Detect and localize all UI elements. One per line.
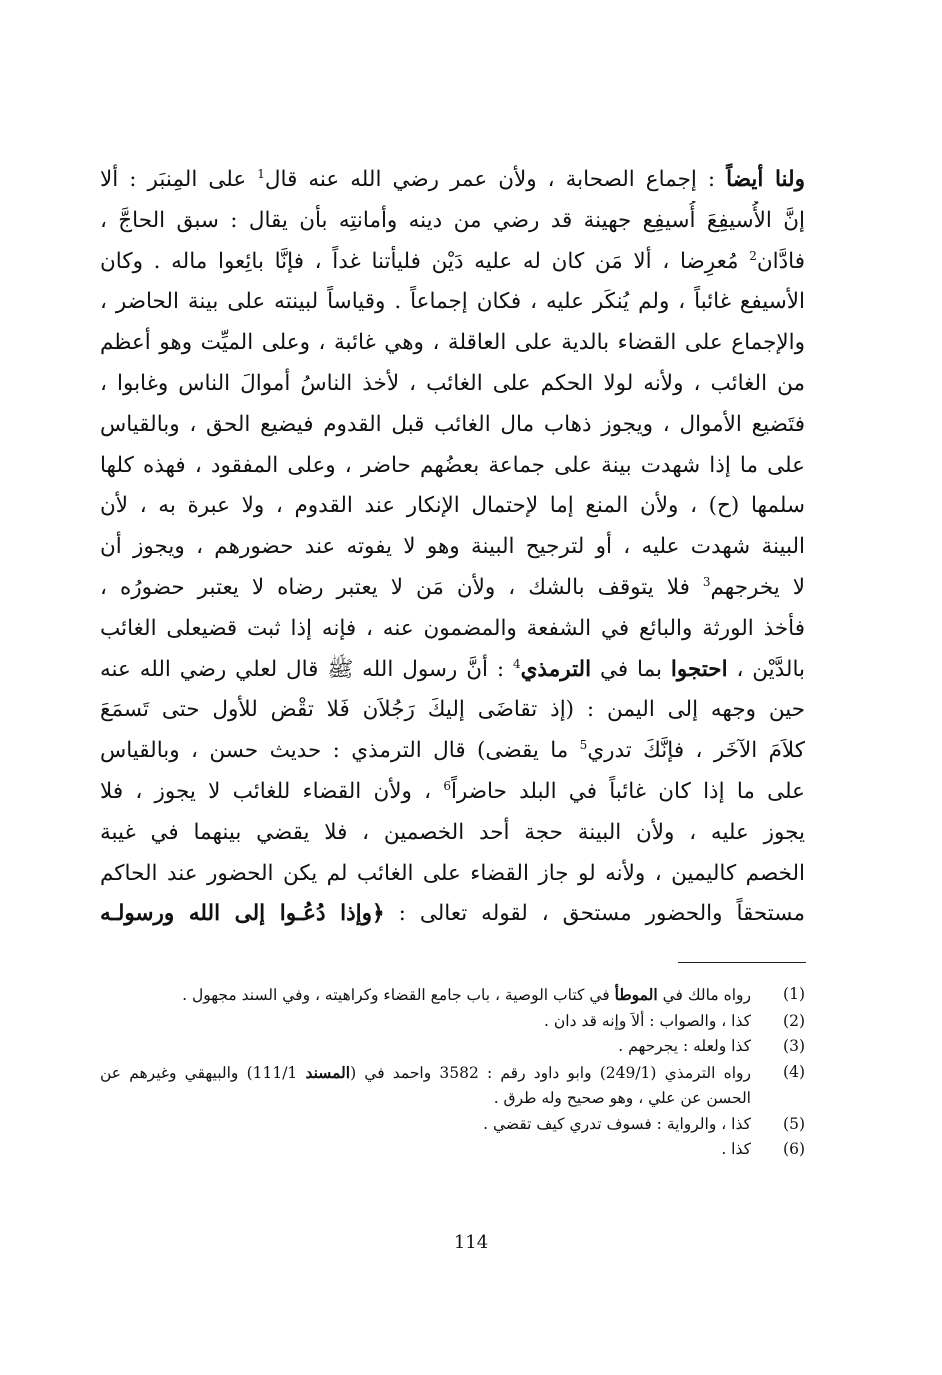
text-segment: يجوز عليه ، ولأن البينة حجة أحد الخصمين ، فلا يقضي بينهما في غيبة — [100, 819, 805, 845]
bold-text: المسند — [305, 1062, 351, 1082]
text-segment: ما يقضى) قال الترمذي : حديث حسن ، وبالقياس — [100, 738, 580, 764]
text-segment: حين وجهه إلى اليمن : (إذ تقاضَى إليكَ رَجُلاَن فَلا تقْض للأول حتى تَسمَعَ — [100, 697, 805, 723]
footnote — [100, 982, 805, 1009]
bold-text: احتجوا — [670, 656, 728, 682]
footnote-number: (4) — [783, 1062, 805, 1081]
text-segment: والإجماع على القضاء بالدية على العاقلة ، وهي غائبة ، وعلى الميِّت وهو أعظم — [100, 330, 805, 356]
footnote-text — [100, 1034, 751, 1060]
text-line — [100, 731, 805, 772]
text-line — [100, 609, 805, 650]
text-line — [100, 201, 805, 242]
footnote — [100, 1034, 805, 1060]
footnote — [100, 1137, 805, 1163]
bold-text: ﴿وإذا دُعُـوا إلى الله ورسولـه — [100, 901, 385, 927]
text-line — [100, 486, 805, 527]
text-line — [100, 527, 805, 568]
footnote-number: (1) — [783, 985, 805, 1003]
text-line — [100, 772, 805, 813]
text-segment: كذا ، والصواب : ألاَ وإنه قد دان . — [544, 1011, 751, 1030]
footnote-marker: 2 — [749, 248, 757, 263]
text-segment: بما في — [591, 656, 671, 682]
footnote — [100, 1112, 805, 1138]
footnote-text — [100, 1137, 751, 1163]
footnote-text — [100, 1112, 751, 1138]
text-line — [100, 894, 805, 935]
text-line — [100, 446, 805, 487]
text-segment: فتَضيع الأموال ، ويجوز ذهاب مال الغائب قبل القدوم فيضيع الحق ، وبالقياس — [100, 411, 805, 437]
footnote — [100, 1009, 805, 1035]
footnote-number: (5) — [783, 1114, 805, 1133]
footnote-text — [100, 1060, 751, 1112]
text-line — [100, 282, 805, 323]
text-segment: كذا ولعله : يجرحهم . — [618, 1037, 751, 1055]
footnote-number: (6) — [783, 1140, 805, 1158]
text-segment: الأسيفع غائباً ، ولم يُنكَر عليه ، فكان إجماعاً . وقياساً لبينته على بينة الحاضر ، — [100, 289, 805, 315]
footnote — [100, 1060, 805, 1112]
text-segment: في كتاب الوصية ، باب جامع القضاء وكراهيته ، وفي السند مجهول . — [182, 986, 615, 1004]
text-segment: سلمها (ح) ، ولأن المنع إما لإحتمال الإنكار عند القدوم ، ولا عبرة به ، لأن — [100, 493, 805, 519]
text-segment: رواه الترمذي (249/1) وابو داود رقم : 3582 واحمد في ( — [350, 1063, 751, 1082]
footnote-marker: 1 — [257, 166, 265, 181]
bold-text: ولنا أيضاً — [726, 167, 805, 192]
footnote-text — [100, 982, 751, 1009]
text-segment: ، ولأن القضاء للغائب لا يجوز ، فلا — [100, 778, 444, 804]
text-segment: على المِنبَر : ألا — [100, 167, 258, 192]
text-segment: كذا . — [721, 1140, 751, 1158]
text-line — [100, 854, 805, 895]
text-segment: فادَّان — [756, 248, 805, 274]
text-segment: من الغائب ، ولأنه لولا الحكم على الغائب ، لأخذ الناسُ أموالَ الناس وغابوا ، — [100, 370, 805, 396]
text-line — [100, 405, 805, 446]
text-segment: فلا يتوقف بالشك ، ولأن مَن لا يعتبر رضاه لا يعتبر حضورُه ، — [100, 574, 703, 600]
text-segment: على ما إذا كان غائباً في البلد حاضراً — [450, 778, 805, 804]
footnote-marker: 4 — [512, 656, 521, 671]
text-segment: الخصم كاليمين ، ولأنه لو جاز القضاء على الغائب لم يكن الحضور عند الحاكم — [100, 860, 805, 886]
text-segment: مستحقاً والحضور مستحق ، لقوله تعالى : — [384, 901, 805, 927]
text-line — [100, 160, 805, 201]
footnote-text — [100, 1009, 751, 1035]
text-segment: فأخذ الورثة والبائع في الشفعة والمضمون عنه ، فإنه إذا ثبت قضيعلى الغائب — [100, 615, 805, 641]
text-segment: مُعرِضا ، ألا مَن كان له عليه دَيْن فليأتنا غداً ، فإنَّا بائِعوا ماله . وكان — [100, 248, 750, 274]
text-line — [100, 323, 805, 364]
text-segment: كلاَمَ الآخَر ، فإنَّكَ تدري — [587, 738, 805, 764]
text-segment: رواه مالك في — [657, 986, 751, 1004]
text-line — [100, 650, 805, 691]
main-text-block — [100, 160, 805, 935]
text-segment: : إجماع الصحابة ، ولأن عمر رضي الله عنه قال — [264, 167, 727, 192]
text-segment: على ما إذا شهدت بينة على جماعة بعضُهم حاضر ، وعلى المفقود ، فهذه كلها — [100, 452, 805, 478]
footnote-number: (2) — [783, 1011, 805, 1030]
text-segment: البينة شهدت عليه ، أو لترجيح البينة وهو لا يفوته عند حضورهم ، ويجوز أن — [100, 534, 805, 560]
text-line — [100, 690, 805, 731]
text-segment: كذا ، والرواية : فسوف تدري كيف تقضي . — [483, 1114, 751, 1133]
text-segment: بالدَّيْن ، — [727, 656, 805, 682]
bold-text: الموطأ — [614, 985, 658, 1004]
page-number: 114 — [453, 1232, 489, 1253]
bold-text: الترمذي — [520, 656, 592, 682]
footnote-marker: 6 — [443, 778, 451, 793]
text-segment: : أنَّ رسول الله ﷺ قال لعلي رضي الله عنه — [100, 656, 513, 682]
footnote-number: (3) — [783, 1037, 805, 1055]
text-segment: إنَّ الأُسيفِعَ أُسيفِع جهينة قد رضي من دينه وأمانتِه بأن يقال : سبق الحاجَّ ، — [100, 207, 805, 233]
footnotes-block — [100, 982, 805, 1163]
text-line — [100, 813, 805, 854]
footnote-separator — [678, 962, 806, 963]
text-line — [100, 568, 805, 609]
text-line — [100, 242, 805, 283]
footnote-marker: 5 — [579, 738, 588, 752]
text-segment: لا يخرجهم — [710, 574, 805, 600]
text-segment: 111/1) والبيهقي وغيرهم عن الحسن عن علي ، وهو صحيح وله طرق . — [100, 1063, 751, 1107]
text-line — [100, 364, 805, 405]
footnote-marker: 3 — [702, 574, 711, 589]
